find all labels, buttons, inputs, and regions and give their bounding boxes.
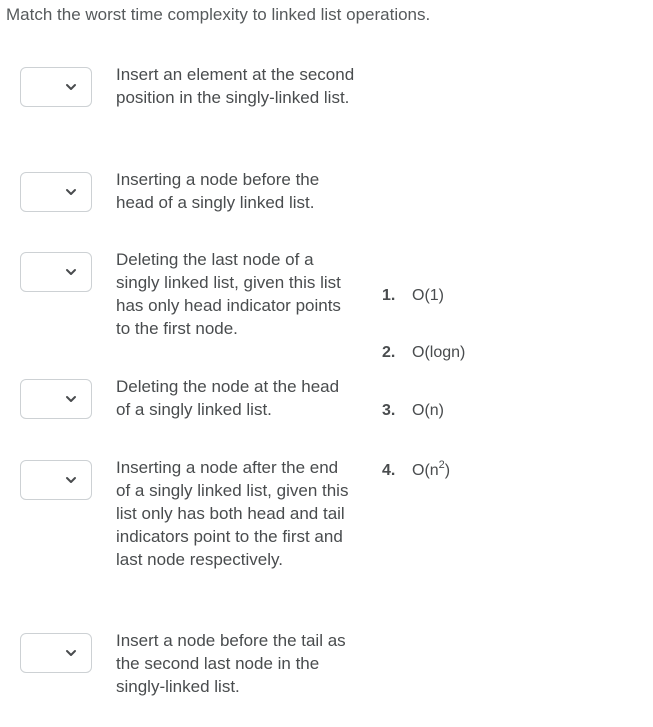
answer-number: 3. xyxy=(382,402,396,419)
answer-label: $O(n^2)$ xyxy=(412,459,451,479)
chevron-down-icon xyxy=(63,79,79,95)
answer-select[interactable] xyxy=(20,172,92,212)
answer-number: 1. xyxy=(382,287,396,304)
instructions: Match the worst time complexity to linked list operations. xyxy=(6,5,431,24)
chevron-down-icon xyxy=(63,264,79,280)
prompt-text: Deleting the node at the head of a singly linked list. xyxy=(116,377,340,419)
answer-select[interactable] xyxy=(20,252,92,292)
answer-item xyxy=(382,460,450,482)
chevron-down-icon xyxy=(63,391,79,407)
prompt-text: Insert a node before the tail as the second last node in the singly-linked list. xyxy=(116,631,346,696)
prompt-text: Insert an element at the second position in the singly-linked list. xyxy=(116,65,355,107)
answer-select[interactable] xyxy=(20,460,92,500)
answer-item xyxy=(382,342,465,364)
chevron-down-icon xyxy=(63,184,79,200)
answer-select[interactable] xyxy=(20,633,92,673)
answer-item xyxy=(382,400,444,422)
answer-number: 2. xyxy=(382,344,396,361)
answer-label: O(n) xyxy=(412,402,444,419)
answer-label: O(logn) xyxy=(412,344,466,361)
chevron-down-icon xyxy=(63,645,79,661)
answer-label: O(1) xyxy=(412,287,444,304)
answer-item xyxy=(382,285,444,307)
prompt-text: Inserting a node after the end of a singly linked list, given this list only has both head and tail indicators point to the first and last node respectively. xyxy=(116,458,349,569)
chevron-down-icon xyxy=(63,472,79,488)
answer-select[interactable] xyxy=(20,67,92,107)
prompt-text: Inserting a node before the head of a singly linked list. xyxy=(116,170,320,212)
answer-select[interactable] xyxy=(20,379,92,419)
prompt-text: Deleting the last node of a singly linked list, given this list has only head indicator points to the first node. xyxy=(116,250,341,338)
answer-number: 4. xyxy=(382,462,396,479)
